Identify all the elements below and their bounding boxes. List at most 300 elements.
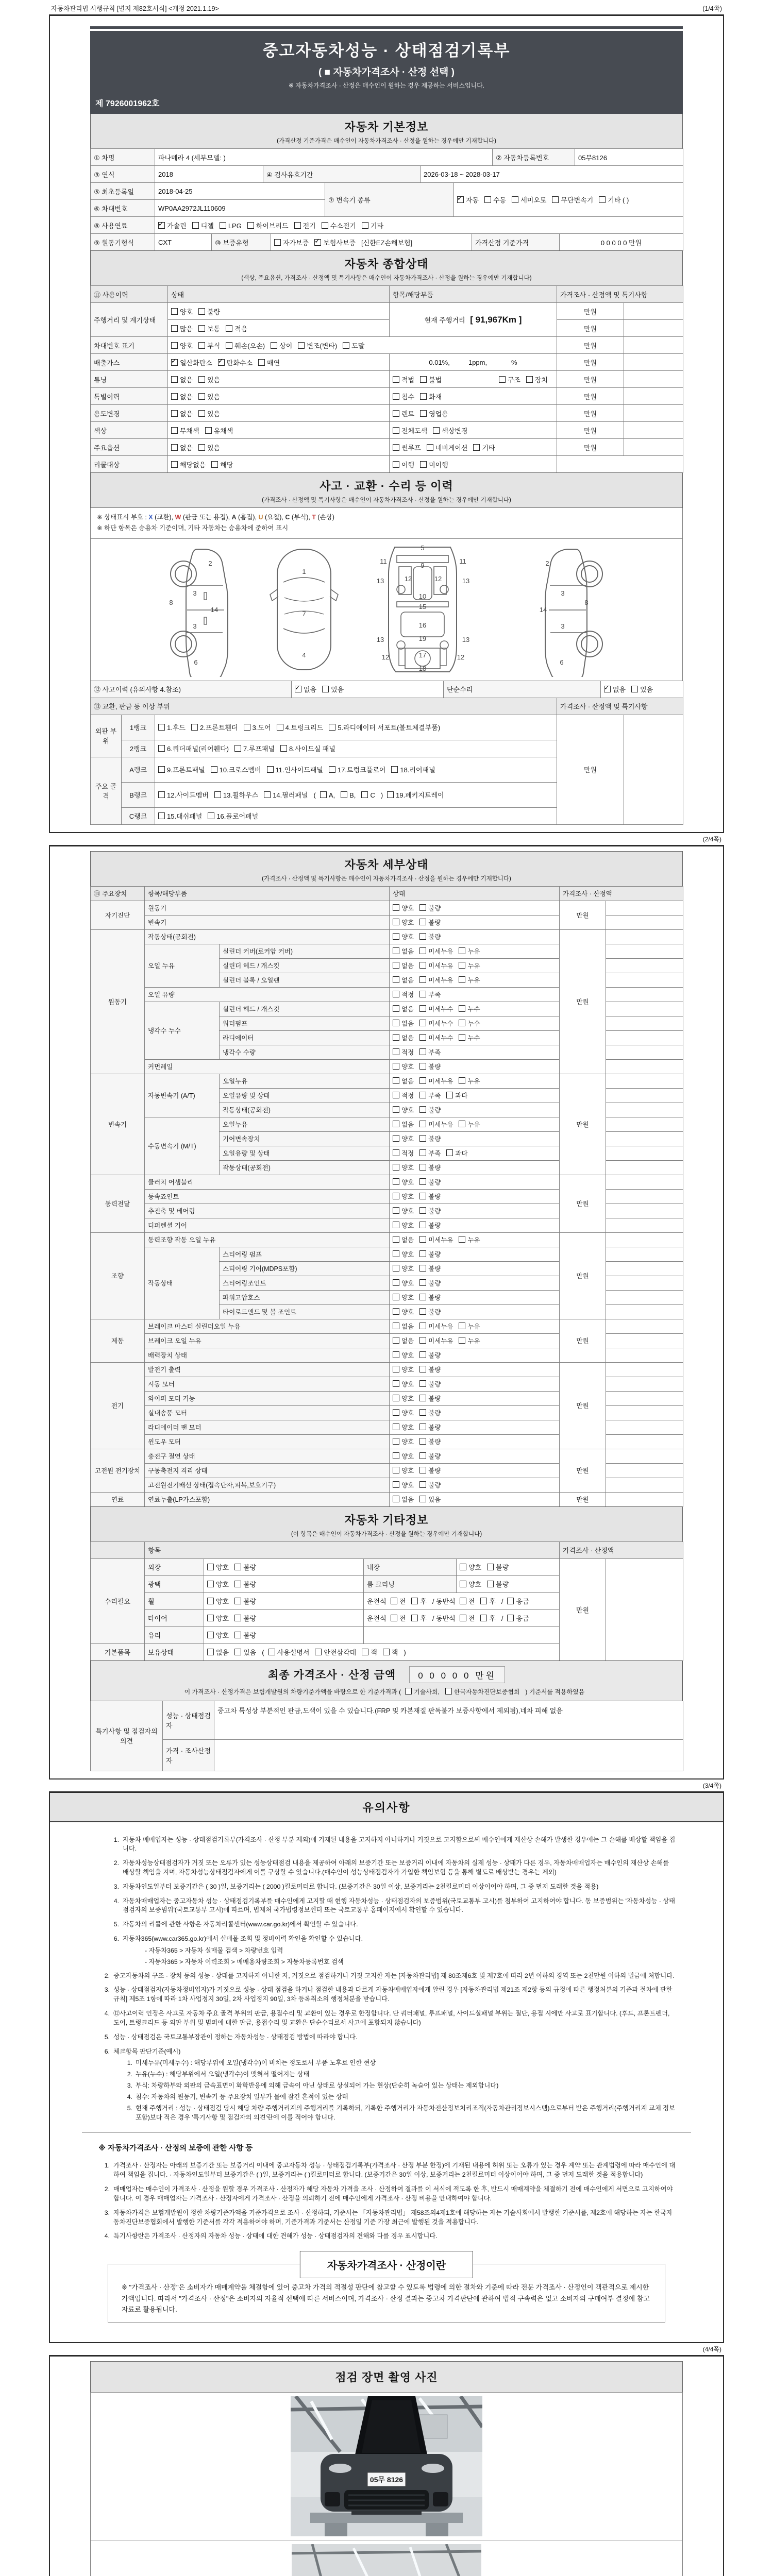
- notice-text: 성능 · 상태점검자(자동차정비업자)가 거짓으로 성능 · 상태 점검을 하거나 점검한 내용과 다르게 자동차매매업자에게 알린 경우 [자동차관리법 제21조 제2항 등의 규정에 따른 행정처분의 기준과 절차에 관한 규칙] 제5조 1항에 따라 1차 사업정지 30일, 2차 사업정지 90일, 3차 등록취소의 행정처분을 받습니다.: [113, 1986, 673, 2003]
- checkbox[interactable]: [419, 1207, 426, 1214]
- checkbox[interactable]: [198, 410, 205, 417]
- checkbox[interactable]: [158, 724, 165, 731]
- checkbox[interactable]: [171, 308, 178, 315]
- checkbox[interactable]: [393, 1395, 399, 1401]
- checkbox[interactable]: [445, 1688, 452, 1694]
- checkbox-option: [419, 1307, 441, 1316]
- checkbox-option: [226, 341, 265, 350]
- checkbox[interactable]: [158, 791, 165, 798]
- checkbox[interactable]: [419, 1337, 426, 1344]
- checkbox[interactable]: [387, 791, 394, 798]
- checkbox[interactable]: [512, 196, 518, 203]
- checkbox[interactable]: [393, 1063, 399, 1070]
- sub-group-label: 작동상태: [145, 1247, 220, 1319]
- checkbox[interactable]: [393, 1178, 399, 1185]
- checkbox[interactable]: [171, 376, 178, 383]
- checkbox[interactable]: [419, 1121, 426, 1127]
- table-row: [91, 388, 683, 405]
- checkbox-option: [393, 1394, 414, 1403]
- checkbox[interactable]: [459, 947, 465, 954]
- checkbox-option: [393, 932, 414, 941]
- checkbox-label: 있음: [207, 376, 221, 384]
- checkbox-option: [419, 1134, 441, 1143]
- checkbox-option: [393, 1148, 414, 1158]
- checkbox[interactable]: [267, 766, 274, 773]
- checkbox[interactable]: [322, 222, 328, 229]
- checkbox[interactable]: [315, 1649, 322, 1655]
- checkbox-label: 도말: [351, 342, 365, 350]
- checkbox-label: 누유: [467, 1078, 480, 1085]
- checkbox[interactable]: [191, 724, 198, 731]
- checkbox[interactable]: [419, 1106, 426, 1113]
- device-group-label: 조향: [91, 1232, 145, 1319]
- checkbox[interactable]: [158, 766, 165, 773]
- checkbox[interactable]: [393, 1222, 399, 1228]
- checkbox[interactable]: [487, 1564, 494, 1570]
- checkbox[interactable]: [419, 1135, 426, 1142]
- checkbox-option: [341, 791, 356, 799]
- explain-box-body: ※ "가격조사 · 산정"은 소비자가 매매계약을 체결함에 있어 중고차 가격의 적절성 판단에 참고할 수 있도록 법령에 의한 절차와 기준에 따라 전문 가격조사 · 산정인이 객관적으로 제시한 가액입니다. 따라서 "가격조사 · 산정"은 소비자의 자율적 선택에 따른 서비스이며, 가격조사 · 산정 결과는 중고차 가격판단에 관하여 법적 구속력은 없고 소비자의 구매여부 결정에 참고자료로 활용됩니다.: [122, 2283, 650, 2314]
- notice-body: [50, 1822, 723, 2332]
- section-detail-state: [90, 851, 683, 887]
- checkbox[interactable]: [393, 376, 399, 383]
- checkbox[interactable]: [198, 393, 205, 400]
- checkbox[interactable]: [198, 376, 205, 383]
- checkbox[interactable]: [393, 427, 399, 434]
- checkbox[interactable]: [499, 376, 506, 383]
- checkbox[interactable]: [393, 1423, 399, 1430]
- checkbox[interactable]: [393, 1366, 399, 1372]
- checkbox[interactable]: [419, 1005, 426, 1012]
- checkbox[interactable]: [393, 1265, 399, 1272]
- checkbox[interactable]: [484, 196, 491, 203]
- checkbox-option: [459, 1321, 480, 1331]
- checkbox-option: [393, 1091, 414, 1100]
- checkbox[interactable]: [459, 962, 465, 969]
- checkbox[interactable]: [234, 1581, 241, 1587]
- checkbox-checked[interactable]: [171, 359, 178, 366]
- checkbox[interactable]: [171, 427, 178, 434]
- checkbox[interactable]: [393, 1467, 399, 1473]
- checkbox[interactable]: [393, 1308, 399, 1315]
- notice-text: 가격조사 · 산정자는 아래의 보증기간 또는 보증거리 이내에 중고자동차 성능 · 상태점검기록부(가격조사 · 산정 부분 한정)에 기재된 내용에 허위 또는 오류가 있는 경우 계약 또는 관계법령에 따라 매수인에 대하여 책임을 집니다. · 자동차인도일부터 보증기간은 ( )일, 보증거리는 ( )킬로미터로 합니다. (보증기간은 30일 이상, 보증거리는 2천킬로미터 이상이어야 하며, 그 중 먼저 도래한 것을 적용합니다): [113, 2162, 676, 2179]
- checkbox[interactable]: [391, 766, 398, 773]
- notice-number: 5.: [104, 2033, 110, 2041]
- checkbox[interactable]: [393, 1294, 399, 1300]
- checkbox[interactable]: [419, 1423, 426, 1430]
- item-label: 브레이크 오일 누유: [145, 1333, 390, 1348]
- checkbox[interactable]: [207, 1649, 214, 1655]
- checkbox-option: [171, 443, 193, 452]
- checkbox[interactable]: [393, 933, 399, 940]
- svg-text:9: 9: [421, 561, 425, 569]
- checkbox[interactable]: [419, 1323, 426, 1329]
- checkbox[interactable]: [391, 1615, 397, 1621]
- checkbox[interactable]: [393, 393, 399, 400]
- checkbox-option: [419, 1192, 441, 1201]
- checkbox-label: 사용설명서: [277, 1649, 310, 1656]
- checkbox[interactable]: [446, 1149, 453, 1156]
- checkbox[interactable]: [393, 1496, 399, 1502]
- checkbox[interactable]: [393, 1337, 399, 1344]
- checkbox[interactable]: [552, 196, 559, 203]
- checkbox[interactable]: [280, 745, 287, 752]
- polish-label: 광택: [145, 1575, 204, 1592]
- checkbox[interactable]: [419, 1077, 426, 1084]
- checkbox[interactable]: [393, 1193, 399, 1199]
- checkbox[interactable]: [419, 1265, 426, 1272]
- checkbox[interactable]: [393, 991, 399, 997]
- state-options: [390, 1131, 560, 1146]
- checkbox[interactable]: [419, 933, 426, 940]
- price-cell: 만원: [560, 1558, 606, 1660]
- checkbox[interactable]: [393, 1149, 399, 1156]
- checkbox[interactable]: [393, 1135, 399, 1142]
- checkbox-option: [220, 222, 242, 230]
- checkbox[interactable]: [208, 812, 214, 819]
- remarks-cell: [606, 901, 683, 915]
- checkbox[interactable]: [427, 444, 433, 451]
- checkbox[interactable]: [393, 1077, 399, 1084]
- checkbox[interactable]: [198, 342, 205, 349]
- checkbox[interactable]: [420, 393, 427, 400]
- checkbox[interactable]: [198, 444, 205, 451]
- checkbox-option: [459, 946, 480, 956]
- checkbox[interactable]: [171, 461, 178, 468]
- checkbox[interactable]: [247, 222, 254, 229]
- checkbox-label: 불량: [428, 1453, 441, 1460]
- checkbox[interactable]: [158, 812, 165, 819]
- checkbox[interactable]: [419, 1481, 426, 1488]
- checkbox[interactable]: [393, 1438, 399, 1445]
- checkbox[interactable]: [419, 1467, 426, 1473]
- checkbox-label: 후: [489, 1598, 496, 1605]
- table-row: [91, 183, 683, 200]
- remarks-cell: [624, 354, 683, 371]
- checkbox[interactable]: [244, 724, 250, 731]
- checkbox[interactable]: [419, 1092, 426, 1098]
- checkbox[interactable]: [419, 1496, 426, 1502]
- state-options: [390, 1045, 560, 1059]
- checkbox-label: 불량: [428, 1366, 441, 1374]
- checkbox[interactable]: [207, 1581, 214, 1587]
- checkbox[interactable]: [329, 766, 335, 773]
- checkbox[interactable]: [393, 947, 399, 954]
- checkbox[interactable]: [419, 1063, 426, 1070]
- checkbox-option: [459, 961, 480, 970]
- checkbox[interactable]: [460, 1564, 466, 1570]
- checkbox[interactable]: [393, 1207, 399, 1214]
- checkbox[interactable]: [420, 461, 427, 468]
- svg-text:3: 3: [193, 589, 197, 597]
- checkbox-option: [393, 1422, 414, 1432]
- checkbox-checked[interactable]: [457, 196, 464, 203]
- checkbox-label: 양호: [401, 1424, 414, 1431]
- checkbox[interactable]: [341, 791, 347, 798]
- fuel-options: [155, 217, 683, 234]
- checkbox[interactable]: [393, 410, 399, 417]
- checkbox[interactable]: [446, 1092, 453, 1098]
- checkbox[interactable]: [419, 1048, 426, 1055]
- checkbox[interactable]: [419, 1438, 426, 1445]
- checkbox[interactable]: [507, 1598, 514, 1604]
- checkbox[interactable]: [393, 1279, 399, 1286]
- checkbox[interactable]: [419, 1294, 426, 1300]
- checkbox[interactable]: [460, 1581, 466, 1587]
- checkbox[interactable]: [459, 1020, 465, 1026]
- checkbox[interactable]: [459, 1077, 465, 1084]
- checkbox[interactable]: [480, 1598, 487, 1604]
- checkbox[interactable]: [393, 1106, 399, 1113]
- checkbox[interactable]: [411, 1615, 418, 1621]
- checkbox[interactable]: [383, 1649, 390, 1655]
- checkbox[interactable]: [459, 1236, 465, 1243]
- checkbox[interactable]: [234, 745, 241, 752]
- table-row: [91, 1492, 683, 1506]
- checkbox[interactable]: [419, 1178, 426, 1185]
- checkbox[interactable]: [362, 1649, 368, 1655]
- checkbox[interactable]: [419, 1236, 426, 1243]
- checkbox[interactable]: [459, 1323, 465, 1329]
- section-title: 자동차 기본정보: [344, 121, 429, 133]
- checkbox-checked[interactable]: [604, 686, 611, 692]
- checkbox[interactable]: [207, 1615, 214, 1621]
- checkbox[interactable]: [207, 1598, 214, 1604]
- checkbox[interactable]: [393, 1250, 399, 1257]
- document-number: 제 7926001962호: [95, 99, 160, 108]
- checkbox[interactable]: [198, 308, 205, 315]
- checkbox[interactable]: [419, 1351, 426, 1358]
- checkbox[interactable]: [393, 1092, 399, 1098]
- checkbox[interactable]: [343, 342, 349, 349]
- checkbox[interactable]: [459, 1034, 465, 1041]
- basic-info-row6: [90, 233, 683, 251]
- checkbox[interactable]: [419, 976, 426, 983]
- checkbox[interactable]: [419, 1222, 426, 1228]
- checkbox[interactable]: [298, 342, 305, 349]
- checkbox[interactable]: [393, 1164, 399, 1171]
- checkbox[interactable]: [419, 962, 426, 969]
- checkbox[interactable]: [211, 766, 217, 773]
- checkbox[interactable]: [171, 393, 178, 400]
- checkbox[interactable]: [480, 1615, 487, 1621]
- checkbox-checked[interactable]: [295, 686, 301, 692]
- checkbox[interactable]: [277, 724, 283, 731]
- checkbox-checked[interactable]: [314, 239, 321, 246]
- checkbox[interactable]: [393, 919, 399, 925]
- table-row: [91, 1558, 683, 1575]
- checkbox[interactable]: [274, 239, 281, 246]
- checkbox[interactable]: [393, 1481, 399, 1488]
- checkbox[interactable]: [234, 1632, 241, 1638]
- checkbox[interactable]: [419, 1452, 426, 1459]
- checkbox[interactable]: [526, 376, 533, 383]
- checkbox-option: [419, 1120, 453, 1129]
- checkbox[interactable]: [419, 1034, 426, 1041]
- checkbox[interactable]: [487, 1581, 494, 1587]
- checkbox[interactable]: [393, 1048, 399, 1055]
- checkbox[interactable]: [419, 947, 426, 954]
- checkbox[interactable]: [507, 1615, 514, 1621]
- item-label: 연료누출(LP가스포함): [145, 1492, 390, 1506]
- checkbox[interactable]: [393, 1380, 399, 1387]
- checkbox-label: 미세누유: [428, 1337, 453, 1345]
- checkbox[interactable]: [207, 1564, 214, 1570]
- checkbox[interactable]: [362, 222, 368, 229]
- checkbox-option: [158, 221, 187, 230]
- checkbox-option: [480, 1613, 496, 1623]
- checkbox[interactable]: [419, 1149, 426, 1156]
- checkbox[interactable]: [419, 904, 426, 911]
- checkbox[interactable]: [419, 991, 426, 997]
- checkbox[interactable]: [419, 1020, 426, 1026]
- checkbox[interactable]: [226, 342, 232, 349]
- checkbox-option: [198, 324, 220, 333]
- checkbox[interactable]: [419, 1279, 426, 1286]
- checkbox[interactable]: [393, 962, 399, 969]
- checkbox[interactable]: [158, 745, 165, 752]
- notice-list-a: [97, 1836, 676, 1967]
- checkbox-label: 후: [420, 1598, 427, 1605]
- checkbox[interactable]: [420, 410, 427, 417]
- table-row: [91, 217, 683, 234]
- checkbox[interactable]: [419, 1409, 426, 1416]
- checkbox[interactable]: [391, 1598, 397, 1604]
- checkbox[interactable]: [171, 410, 178, 417]
- checkbox[interactable]: [419, 1164, 426, 1171]
- checkbox-label: 불량: [496, 1581, 509, 1588]
- checkbox[interactable]: [459, 1121, 465, 1127]
- checkbox-option: [393, 443, 421, 452]
- checkbox-checked[interactable]: [158, 222, 165, 229]
- checkbox[interactable]: [393, 1121, 399, 1127]
- state-options: [390, 1160, 560, 1175]
- checkbox-label: 3.도어: [252, 724, 271, 732]
- checkbox[interactable]: [393, 461, 399, 468]
- checkbox[interactable]: [393, 1409, 399, 1416]
- checkbox[interactable]: [459, 1337, 465, 1344]
- checkbox[interactable]: [220, 222, 226, 229]
- checkbox[interactable]: [419, 1395, 426, 1401]
- notice-text: 매매업자는 매수인이 가격조사 · 산정을 원할 경우 가격조사 · 산정자가 해당 자동차 가격을 조사 · 산정하여 결과를 이 서식에 적도록 한 후, 반드시 매매계약을 체결하기 전에 매수인에게 서면으로 고지하여야 합니다. 이 경우 매매업자는 가격조사 · 산정자에게 가격조사 · 산정을 의뢰하기 전에 매수인에게 가격조사 · 산정 비용을 안내하여야 합니다.: [113, 2185, 673, 2202]
- checkbox-option: [393, 392, 414, 401]
- checkbox[interactable]: [419, 1380, 426, 1387]
- checkbox-option: [459, 1019, 480, 1028]
- checkbox[interactable]: [459, 976, 465, 983]
- checkbox-checked[interactable]: [218, 359, 225, 366]
- price-cell: 만원: [560, 1175, 606, 1232]
- checkbox[interactable]: [393, 1005, 399, 1012]
- checkbox[interactable]: [433, 427, 440, 434]
- checkbox[interactable]: [198, 325, 205, 332]
- checkbox[interactable]: [171, 444, 178, 451]
- item-label: 오일유량 및 상태: [220, 1146, 390, 1160]
- checkbox[interactable]: [271, 342, 277, 349]
- checkbox[interactable]: [207, 1632, 214, 1638]
- checkbox[interactable]: [405, 1688, 412, 1694]
- basic-info-row34: [90, 182, 683, 217]
- section-title: 사고 · 교환 · 수리 등 이력: [320, 480, 453, 493]
- checkbox[interactable]: [393, 444, 399, 451]
- checkbox[interactable]: [631, 686, 638, 692]
- checkbox[interactable]: [459, 1005, 465, 1012]
- checkbox[interactable]: [473, 444, 480, 451]
- checkbox[interactable]: [420, 376, 427, 383]
- checkbox-label: 불량: [428, 1294, 441, 1301]
- checkbox[interactable]: [393, 1034, 399, 1041]
- checkbox[interactable]: [393, 1020, 399, 1026]
- checkbox-label: 불량: [428, 934, 441, 941]
- checkbox[interactable]: [205, 427, 212, 434]
- checkbox[interactable]: [393, 1351, 399, 1358]
- checkbox[interactable]: [411, 1598, 418, 1604]
- sub-group-label: 냉각수 누수: [145, 1002, 220, 1059]
- checkbox[interactable]: [599, 196, 606, 203]
- notice-item: [107, 1920, 676, 1929]
- checkbox[interactable]: [322, 686, 329, 692]
- checkbox[interactable]: [234, 1649, 241, 1655]
- checkbox[interactable]: [393, 976, 399, 983]
- checkbox[interactable]: [320, 791, 327, 798]
- checkbox[interactable]: [211, 461, 218, 468]
- checkbox-option: [460, 1613, 475, 1623]
- checkbox-option: [393, 1047, 414, 1057]
- notice-text: 자동차인도일부터 보증기간은 ( 30 )일, 보증거리는 ( 2000 )킬로미터로 합니다. (보증기간은 30일 이상, 보증거리는 2천킬로미터 이상이어야 하며, 그 중 먼저 도래한 것을 적용): [123, 1883, 599, 1890]
- inspection-period-value: 2026-03-18 ~ 2028-03-17: [421, 166, 683, 183]
- notice-number: 5.: [127, 2104, 132, 2112]
- checkbox[interactable]: [171, 342, 178, 349]
- remarks-cell: [606, 1478, 683, 1492]
- checkbox[interactable]: [419, 1366, 426, 1372]
- checkbox[interactable]: [234, 1564, 241, 1570]
- checkbox[interactable]: [234, 1598, 241, 1604]
- checkbox[interactable]: [226, 325, 232, 332]
- photo-rear: [91, 2540, 682, 2576]
- checkbox[interactable]: [294, 222, 301, 229]
- checkbox[interactable]: [329, 724, 335, 731]
- checkbox[interactable]: [393, 1452, 399, 1459]
- transmission-options: [454, 183, 683, 217]
- checkbox[interactable]: [460, 1615, 466, 1621]
- checkbox[interactable]: [460, 1598, 466, 1604]
- checkbox-label: 불량: [428, 1280, 441, 1287]
- svg-text:3: 3: [561, 589, 565, 597]
- col-device: ⑭ 주요장치: [91, 886, 145, 901]
- checkbox[interactable]: [361, 791, 368, 798]
- checkbox[interactable]: [393, 1236, 399, 1243]
- checkbox-option: [294, 221, 316, 230]
- checkbox-label: 전: [399, 1598, 406, 1605]
- checkbox[interactable]: [419, 1250, 426, 1257]
- checkbox[interactable]: [419, 1193, 426, 1199]
- checkbox[interactable]: [268, 1649, 275, 1655]
- checkbox[interactable]: [192, 222, 199, 229]
- checkbox[interactable]: [419, 919, 426, 925]
- checkbox-label: 1.후드: [167, 724, 186, 732]
- checkbox-label: 양호: [401, 1438, 414, 1446]
- checkbox-option: [419, 1422, 441, 1432]
- price-cell: 만원: [560, 1232, 606, 1319]
- checkbox[interactable]: [171, 325, 178, 332]
- checkbox[interactable]: [393, 904, 399, 911]
- checkbox[interactable]: [234, 1615, 241, 1621]
- checkbox[interactable]: [258, 359, 265, 366]
- checkbox-option: [427, 443, 468, 452]
- checkbox[interactable]: [393, 1323, 399, 1329]
- checkbox[interactable]: [214, 791, 221, 798]
- checkbox[interactable]: [419, 1308, 426, 1315]
- checkbox[interactable]: [264, 791, 271, 798]
